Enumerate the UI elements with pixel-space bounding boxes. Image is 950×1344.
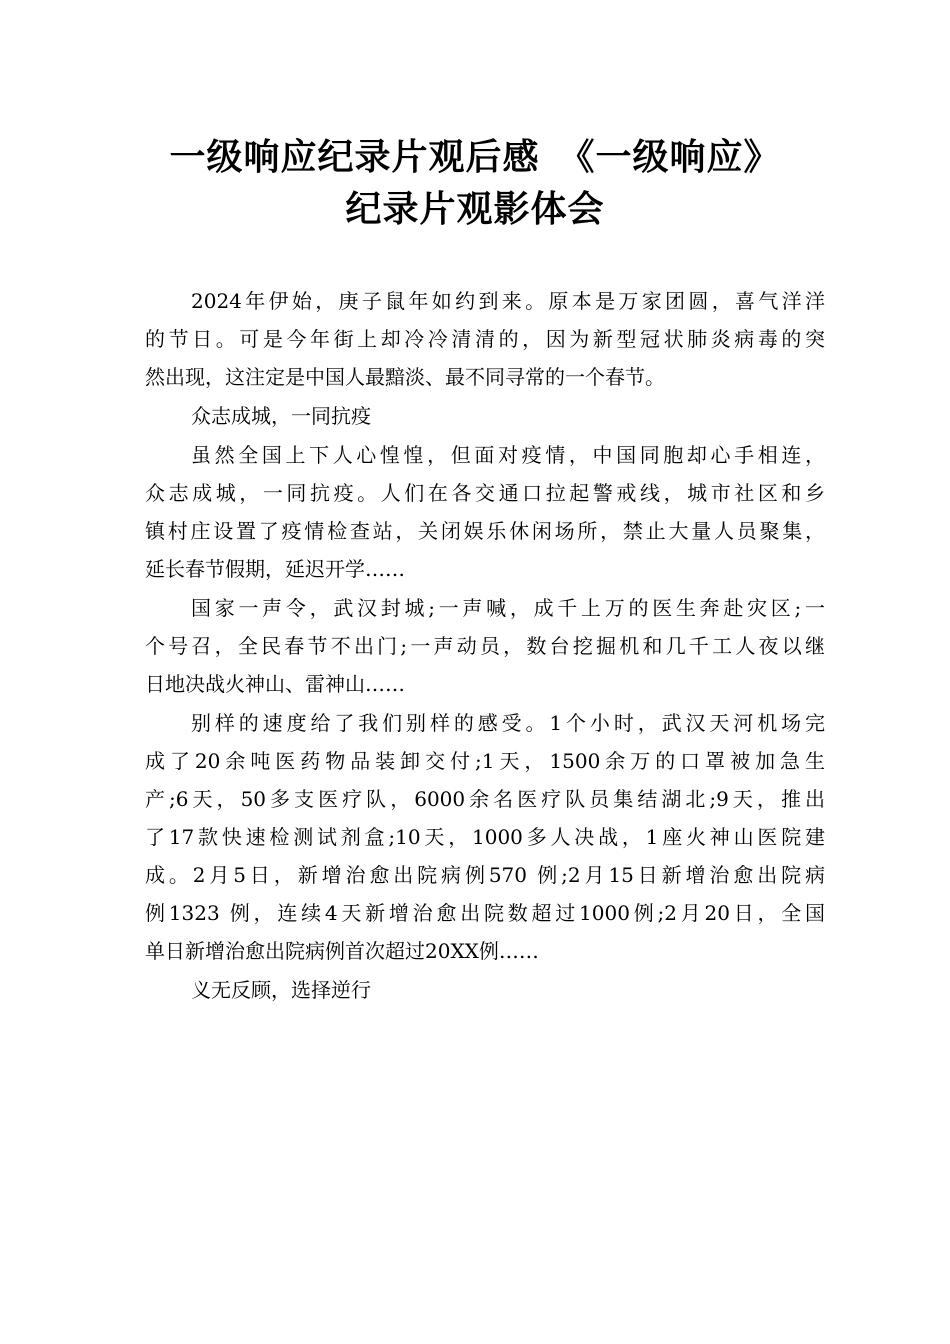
paragraph-line: 众志成城，一同抗疫 [191,404,371,428]
paragraph-line: 众志成城，一同抗疫。人们在各交通口拉起警戒线，城市社区和乡 [145,481,825,505]
paragraph-line: 的节日。可是今年街上却冷冷清清的，因为新型冠状肺炎病毒的突 [145,327,825,351]
paragraph-line: 成了20余吨医药物品装卸交付;1天，1500余万的口罩被加急生 [145,749,825,773]
paragraph-line: 镇村庄设置了疫情检查站，关闭娱乐休闲场所，禁止大量人员聚集， [145,519,825,543]
paragraph-line: 然出现，这注定是中国人最黯淡、最不同寻常的一个春节。 [145,365,665,389]
paragraph-line: 个号召，全民春节不出门;一声动员，数台挖掘机和几千工人夜以继 [145,634,825,658]
paragraph-line: 别样的速度给了我们别样的感受。1个小时，武汉天河机场完 [191,711,825,735]
paragraph-line: 了17款快速检测试剂盒;10天，1000多人决战，1座火神山医院建 [145,825,825,849]
paragraph [145,704,825,970]
paragraph-line: 单日新增治愈出院病例首次超过20XX例…… [145,939,539,963]
section-subheading [145,971,825,1009]
paragraph-line: 延长春节假期，延迟开学…… [145,557,405,581]
document-title-line-2: 纪录片观影体会 [345,189,605,230]
paragraph [145,282,825,396]
paragraph-line: 国家一声令，武汉封城;一声喊，成千上万的医生奔赴灾区;一 [191,596,825,620]
paragraph-line: 成。2月5日，新增治愈出院病例570 例;2月15日新增治愈出院病 [145,863,825,887]
document-title-line-1: 一级响应纪录片观后感 《一级响应》 [169,137,781,178]
paragraph-line: 日地决战火神山、雷神山…… [145,672,405,696]
paragraph-line: 义无反顾，选择逆行 [191,978,371,1002]
paragraph-line: 2024年伊始，庚子鼠年如约到来。原本是万家团圆，喜气洋洋 [191,289,825,313]
paragraph-line: 产;6天，50多支医疗队，6000余名医疗队员集结湖北;9天，推出 [145,787,825,811]
paragraph-line: 例1323 例，连续4天新增治愈出院数超过1000例;2月20日，全国 [145,901,825,925]
section-subheading [145,397,825,435]
paragraph [145,436,825,588]
paragraph [145,589,825,703]
document-body [145,282,825,1009]
paragraph-line: 虽然全国上下人心惶惶，但面对疫情，中国同胞却心手相连， [191,443,825,467]
